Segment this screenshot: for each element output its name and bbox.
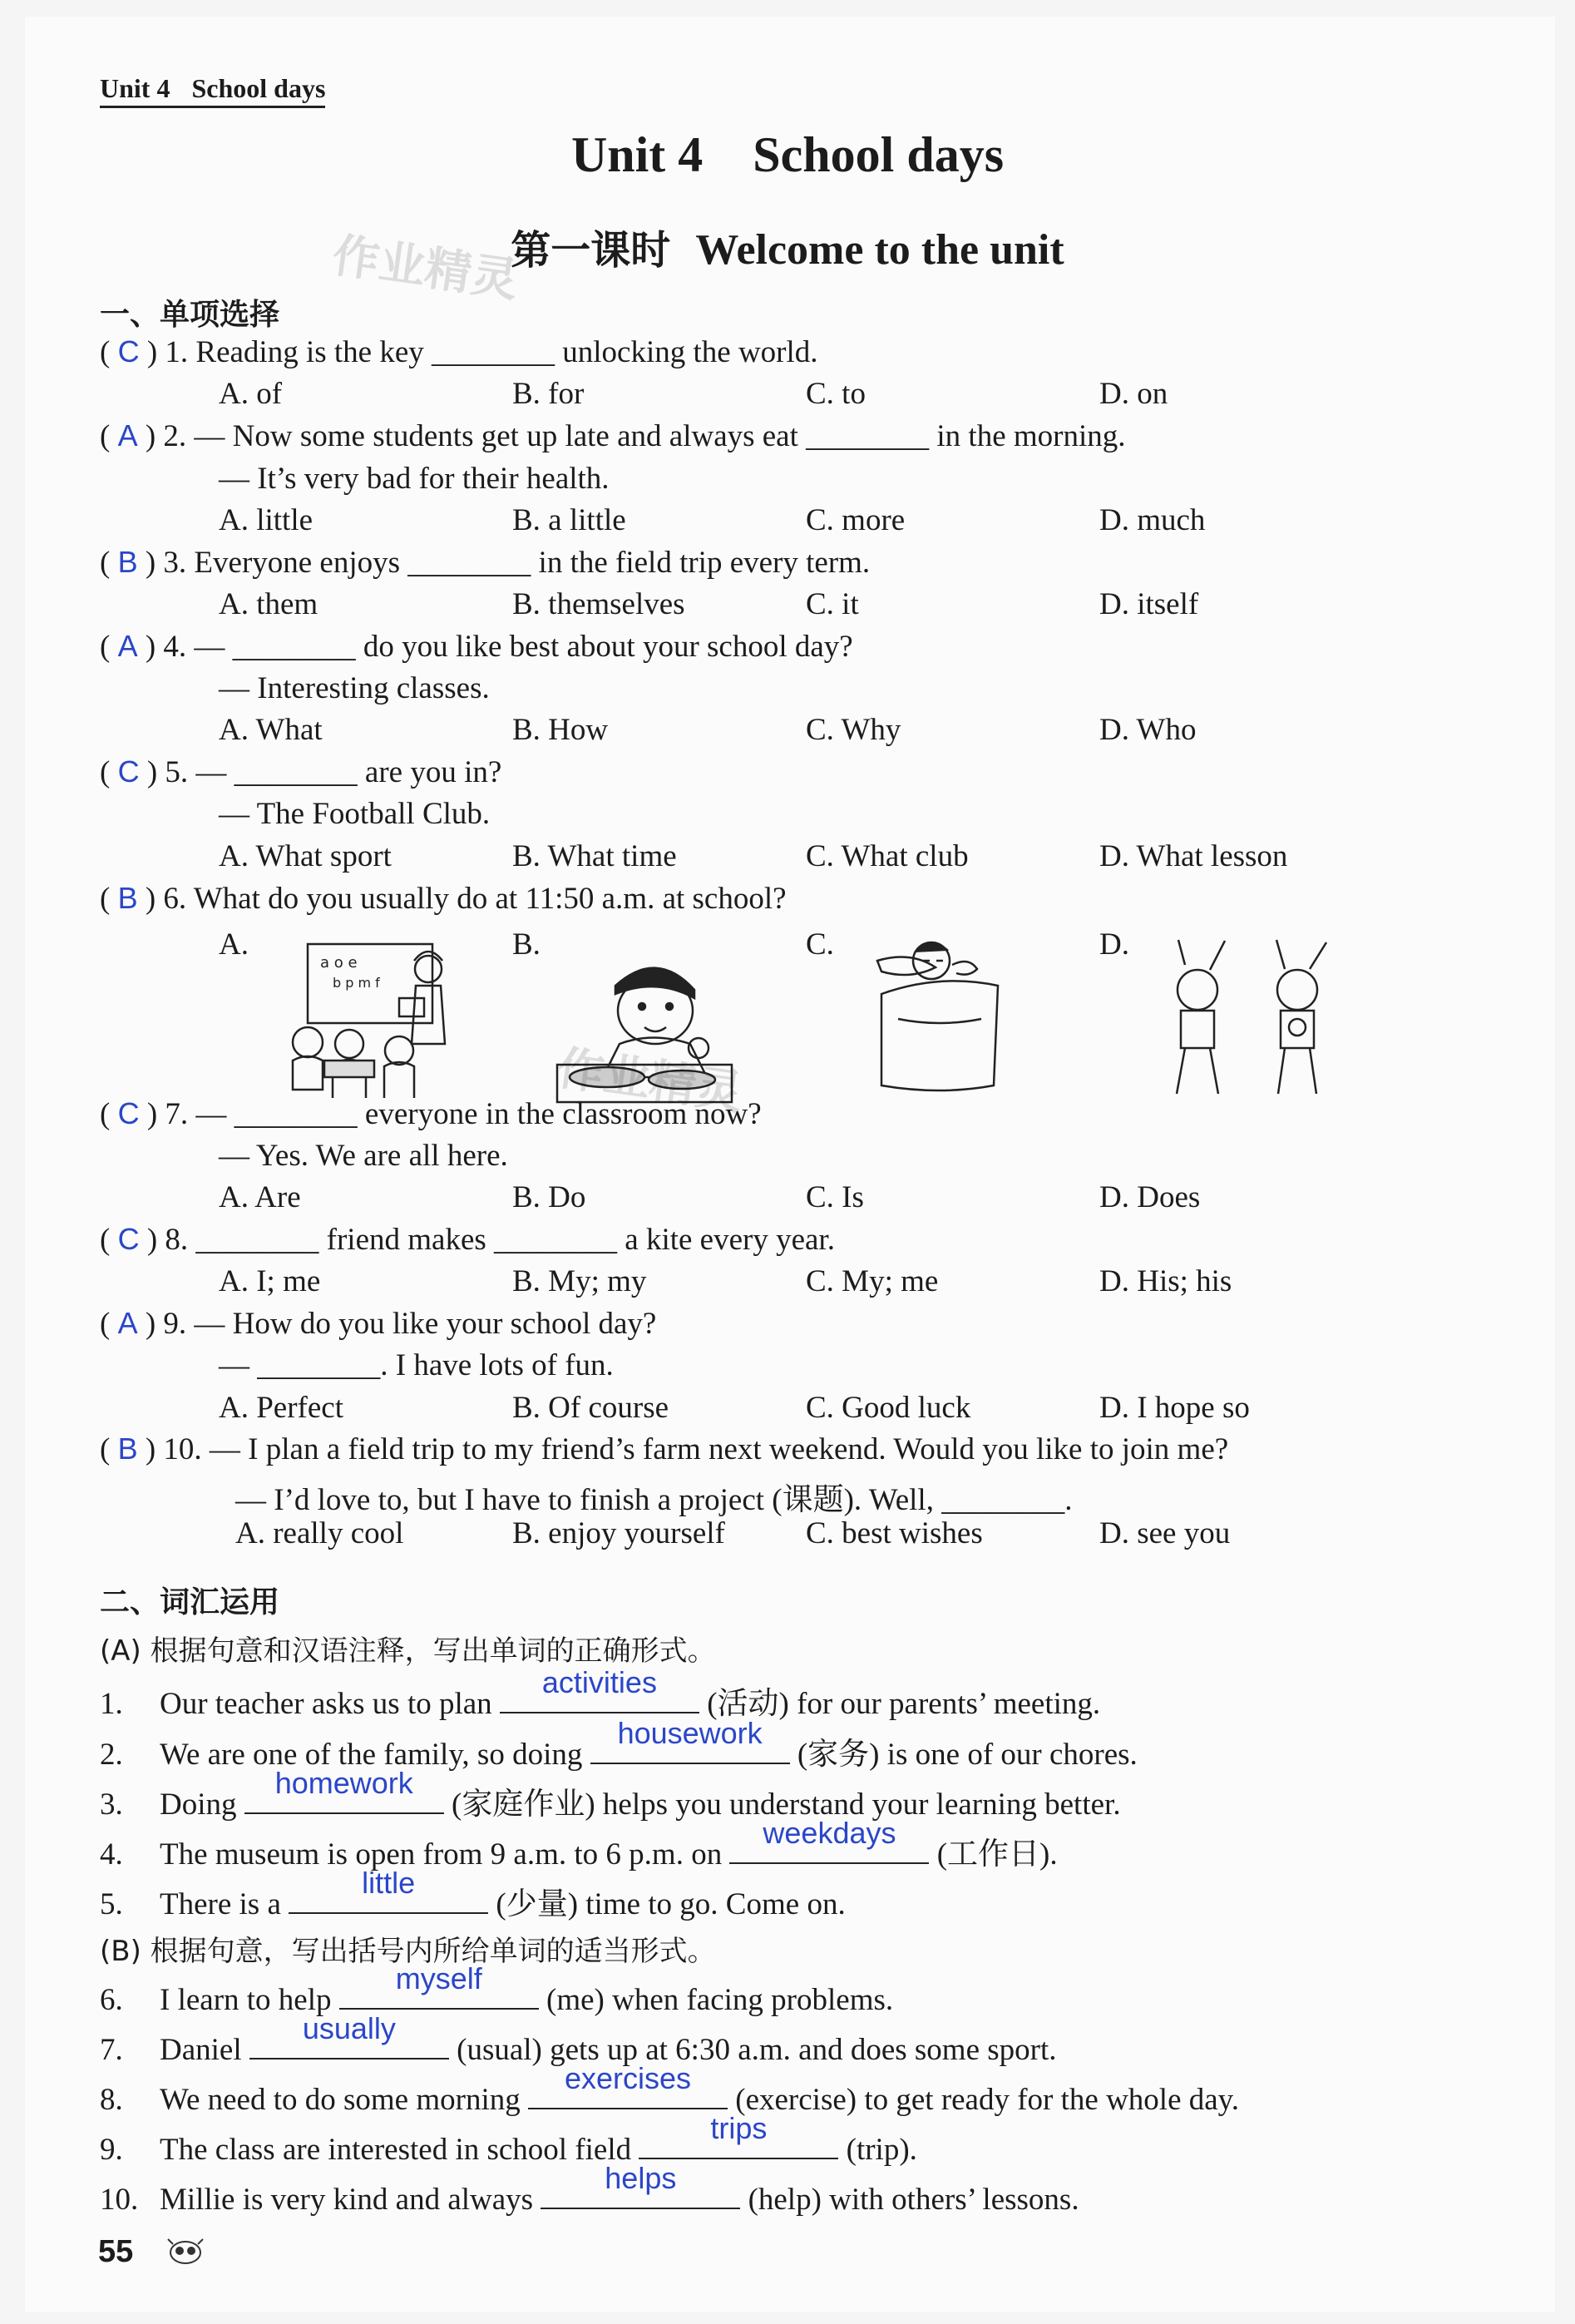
q5-option-b: B. What time — [512, 839, 677, 873]
question-6-text: ) 6. What do you usually do at 11:50 a.m. at school? — [145, 882, 787, 916]
q5-option-a: A. What sport — [219, 839, 392, 873]
fill-answer: activities — [541, 1665, 657, 1699]
fill-prefix: Doing — [160, 1788, 237, 1822]
q8-option-c: C. My; me — [806, 1264, 939, 1298]
question-2-reply: — It’s very bad for their health. — [219, 462, 610, 496]
question-10-reply: — I’d love to, but I have to finish a project (课题). Well, ________. — [235, 1483, 1073, 1517]
section-title-vocabulary: 二、词汇运用 — [100, 1585, 280, 1619]
question-1-text: ) 1. Reading is the key ________ unlocking the world. — [146, 335, 818, 369]
question-2-text: ) 2. — Now some students get up late and always eat ________ in the morning. — [145, 419, 1126, 453]
question-1: ( C ) 1. Reading is the key ________ unlocking the world. — [100, 334, 818, 369]
fill-number: 7. — [100, 2033, 123, 2067]
answer-4: A — [117, 629, 138, 663]
fill-number: 8. — [100, 2083, 123, 2117]
fill-prefix: I learn to help — [160, 1983, 332, 2017]
q4-option-d: D. Who — [1099, 713, 1197, 747]
q3-option-d: D. itself — [1099, 587, 1199, 621]
running-header — [100, 73, 325, 108]
q8-option-d: D. His; his — [1099, 1264, 1232, 1298]
page-title — [0, 126, 1575, 184]
watermark-2: 作业精灵 — [553, 1041, 746, 1121]
fill-answer: exercises — [564, 2061, 692, 2095]
question-5-reply: — The Football Club. — [219, 797, 491, 831]
fill-answer: little — [362, 1866, 416, 1900]
q3-option-a: A. them — [219, 587, 318, 621]
q4-option-b: B. How — [512, 713, 609, 747]
question-3-text: ) 3. Everyone enjoys ________ in the field trip every term. — [145, 546, 871, 580]
answer-8: C — [117, 1222, 140, 1256]
fill-item — [100, 1816, 1058, 1873]
question-9-reply: — ________. I have lots of fun. — [219, 1348, 614, 1382]
question-4-reply: — Interesting classes. — [219, 671, 490, 705]
q9-option-a: A. Perfect — [219, 1391, 343, 1425]
q6-option-d: D. — [1099, 927, 1129, 962]
q8-option-b: B. My; my — [512, 1264, 647, 1298]
child-sleeping-picture — [873, 936, 1006, 1098]
fill-item — [100, 2111, 917, 2168]
fill-prefix: Our teacher asks us to plan — [160, 1687, 492, 1721]
q9-option-c: C. Good luck — [806, 1391, 971, 1425]
fill-suffix: (家庭作业) helps you understand your learning better. — [452, 1788, 1121, 1822]
q1-option-c: C. to — [806, 377, 866, 411]
fill-number: 5. — [100, 1887, 123, 1921]
subtitle-cn: 第一课时 — [511, 227, 671, 274]
fill-prefix: We are one of the family, so doing — [160, 1738, 583, 1772]
q1-option-d: D. on — [1099, 377, 1168, 411]
svg-text:a o e: a o e — [320, 954, 358, 972]
q6-option-a: A. — [219, 927, 249, 962]
fill-number: 3. — [100, 1788, 123, 1822]
question-5-text: ) 5. — ________ are you in? — [146, 755, 502, 789]
question-10: ( B ) 10. — I plan a field trip to my friend’s farm next weekend. Would you like to join me? — [100, 1431, 1229, 1466]
answer-5: C — [117, 754, 140, 789]
fill-suffix: (exercise) to get ready for the whole day. — [735, 2083, 1240, 2117]
section-title-choice: 一、单项选择 — [100, 298, 280, 332]
fill-suffix: (me) when facing problems. — [546, 1983, 894, 2017]
q2-option-a: A. little — [219, 503, 314, 537]
fill-answer: housework — [617, 1716, 763, 1750]
q8-option-a: A. I; me — [219, 1264, 321, 1298]
q7-option-a: A. Are — [219, 1180, 301, 1214]
q4-option-a: A. What — [219, 713, 323, 747]
lesson-subtitle — [0, 218, 1575, 275]
question-2: ( A ) 2. — Now some students get up late and always eat ________ in the morning. — [100, 418, 1126, 453]
fill-item — [100, 1766, 1121, 1823]
fill-suffix: (help) with others’ lessons. — [748, 2183, 1079, 2217]
answer-blank — [339, 1961, 539, 2010]
answer-blank — [289, 1866, 488, 1914]
question-7-text: ) 7. — ________ everyone in the classroom now? — [146, 1097, 762, 1131]
q6-option-b: B. — [512, 927, 541, 962]
answer-blank — [729, 1816, 929, 1864]
fill-answer: homework — [274, 1766, 413, 1800]
fill-number: 4. — [100, 1837, 123, 1872]
fill-suffix: (trip). — [846, 2133, 917, 2167]
q7-option-b: B. Do — [512, 1180, 586, 1214]
fill-suffix: (活动) for our parents’ meeting. — [707, 1687, 1101, 1721]
q5-option-c: C. What club — [806, 839, 969, 873]
q1-option-b: B. for — [512, 377, 585, 411]
watermark: 作业精灵 — [328, 228, 521, 309]
q9-option-d: D. I hope so — [1099, 1391, 1250, 1425]
answer-blank — [249, 2011, 449, 2059]
question-5: ( C ) 5. — ________ are you in? — [100, 754, 502, 789]
fill-number: 1. — [100, 1687, 123, 1721]
fill-prefix: The museum is open from 9 a.m. to 6 p.m. on — [160, 1837, 723, 1872]
fill-prefix: The class are interested in school field — [160, 2133, 632, 2167]
fill-number: 6. — [100, 1983, 123, 2017]
answer-6: B — [117, 881, 138, 915]
fill-answer: usually — [302, 2011, 396, 2045]
fill-suffix: (少量) time to go. Come on. — [496, 1887, 846, 1921]
fill-answer: weekdays — [763, 1816, 896, 1850]
fill-prefix: Millie is very kind and always — [160, 2183, 534, 2217]
answer-7: C — [117, 1096, 140, 1130]
answer-9: A — [117, 1306, 138, 1340]
q4-option-c: C. Why — [806, 713, 901, 747]
question-10-text: ) 10. — I plan a field trip to my friend’s farm next weekend. Would you like to join me? — [145, 1432, 1229, 1466]
question-4-text: ) 4. — ________ do you like best about your school day? — [145, 630, 853, 664]
q3-option-b: B. themselves — [512, 587, 685, 621]
q6-option-c: C. — [806, 927, 834, 962]
fill-suffix: (家务) is one of our chores. — [797, 1738, 1138, 1772]
q5-option-d: D. What lesson — [1099, 839, 1288, 873]
answer-3: B — [117, 545, 138, 579]
answer-blank — [590, 1716, 790, 1764]
question-9-text: ) 9. — How do you like your school day? — [145, 1307, 657, 1341]
q9-option-b: B. Of course — [512, 1391, 669, 1425]
answer-blank — [244, 1766, 444, 1814]
fill-item — [100, 1961, 894, 2018]
instruction-b: (B) 根据句意，写出括号内所给单词的适当形式。 — [100, 1935, 716, 1968]
fill-prefix: Daniel — [160, 2033, 242, 2067]
answer-blank — [639, 2111, 838, 2159]
header-name: School days — [191, 73, 326, 103]
fill-prefix: There is a — [160, 1887, 281, 1921]
instruction-a: (A) 根据句意和汉语注释，写出单词的正确形式。 — [100, 1634, 716, 1668]
q2-option-d: D. much — [1099, 503, 1206, 537]
fill-item — [100, 1866, 846, 1923]
question-6: ( B ) 6. What do you usually do at 11:50 a.m. at school? — [100, 881, 787, 916]
q2-option-c: C. more — [806, 503, 906, 537]
fill-item — [100, 2161, 1079, 2218]
subtitle-en: Welcome to the unit — [695, 226, 1064, 274]
fill-prefix: We need to do some morning — [160, 2083, 521, 2117]
question-7: ( C ) 7. — ________ everyone in the classroom now? — [100, 1096, 762, 1131]
page-number: 55 — [98, 2234, 134, 2269]
mascot-icon — [165, 2236, 206, 2266]
title-name: School days — [753, 127, 1005, 182]
q2-option-b: B. a little — [512, 503, 626, 537]
q10-option-c: C. best wishes — [806, 1516, 983, 1550]
q7-option-d: D. Does — [1099, 1180, 1201, 1214]
answer-2: A — [117, 418, 138, 452]
classroom-lesson-picture — [274, 936, 466, 1098]
q1-option-a: A. of — [219, 377, 283, 411]
question-8-text: ) 8. ________ friend makes ________ a kite every year. — [146, 1223, 835, 1257]
fill-answer: trips — [710, 2111, 768, 2145]
answer-blank — [528, 2061, 728, 2109]
q3-option-c: C. it — [806, 587, 859, 621]
fill-answer: myself — [395, 1961, 482, 1995]
header-unit: Unit 4 — [100, 73, 170, 103]
question-7-reply: — Yes. We are all here. — [219, 1139, 508, 1173]
fill-answer: helps — [605, 2161, 677, 2195]
kids-exercising-picture — [1152, 932, 1351, 1098]
answer-blank — [541, 2161, 740, 2209]
q10-option-a: A. really cool — [235, 1516, 404, 1550]
question-4: ( A ) 4. — ________ do you like best about your school day? — [100, 629, 853, 664]
fill-suffix: (工作日). — [936, 1837, 1058, 1872]
question-8: ( C ) 8. ________ friend makes ________ a kite every year. — [100, 1222, 835, 1257]
fill-suffix: (usual) gets up at 6:30 a.m. and does some sport. — [457, 2033, 1057, 2067]
q7-option-c: C. Is — [806, 1180, 864, 1214]
question-9: ( A ) 9. — How do you like your school day? — [100, 1306, 657, 1341]
fill-number: 2. — [100, 1738, 123, 1772]
answer-10: B — [117, 1431, 138, 1466]
answer-1: C — [117, 334, 140, 368]
q10-option-b: B. enjoy yourself — [512, 1516, 725, 1550]
question-3: ( B ) 3. Everyone enjoys ________ in the field trip every term. — [100, 545, 871, 580]
q10-option-d: D. see you — [1099, 1516, 1231, 1550]
title-unit: Unit 4 — [570, 127, 704, 182]
fill-number: 9. — [100, 2133, 123, 2167]
svg-text:b p m f: b p m f — [333, 975, 380, 991]
answer-blank — [500, 1665, 699, 1713]
fill-number: 10. — [100, 2183, 139, 2217]
